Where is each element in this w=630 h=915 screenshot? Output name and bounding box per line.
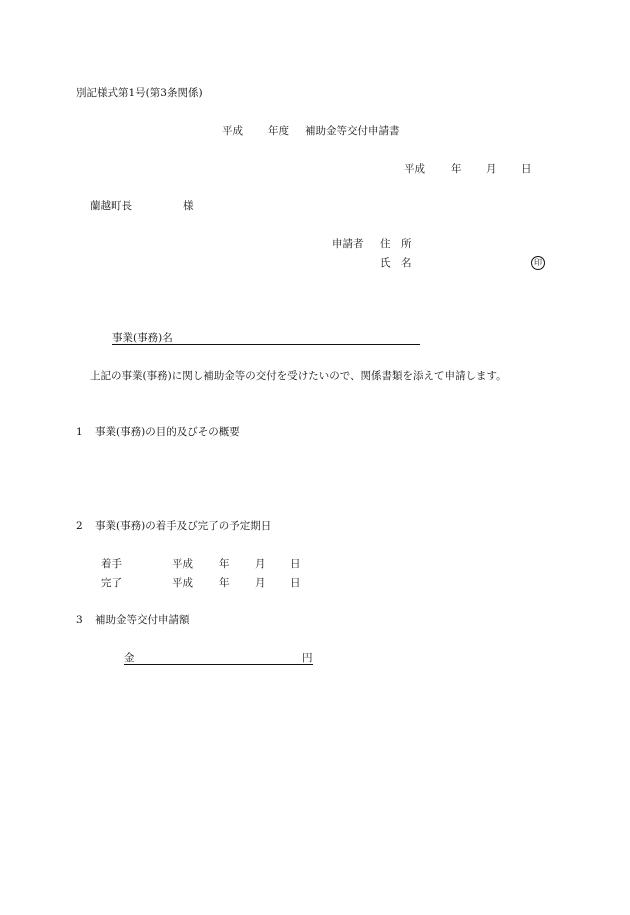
statement-text: 上記の事業(事務)に関し補助金等の交付を受けたいので、関係書類を添えて申請します。: [90, 370, 507, 382]
project-name-label: 事業(事務)名: [112, 332, 173, 344]
schedule-end-era: 平成: [172, 577, 193, 589]
amount-unit: 円: [302, 652, 313, 664]
schedule-end-day: 日: [290, 577, 301, 589]
addressee-name: 蘭越町長: [90, 200, 132, 212]
addressee-honorific: 様: [183, 200, 194, 212]
schedule-end-label: 完了: [101, 577, 122, 589]
applicant-label: 申請者: [332, 238, 364, 250]
applicant-address-label: 住 所: [380, 238, 412, 250]
section-3-title: 補助金等交付申請額: [95, 614, 190, 626]
date-year: 年: [451, 163, 462, 175]
date-era: 平成: [404, 163, 425, 175]
schedule-start-day: 日: [290, 558, 301, 570]
date-day: 日: [521, 163, 532, 175]
section-2-number: 2: [76, 520, 83, 532]
amount-line: [124, 651, 313, 665]
section-1-title: 事業(事務)の目的及びその概要: [95, 426, 240, 438]
project-name-line: [112, 331, 420, 345]
schedule-end-month: 月: [255, 577, 266, 589]
section-1-number: 1: [76, 426, 83, 438]
page-title: 補助金等交付申請書: [305, 125, 400, 137]
section-3-number: 3: [76, 614, 83, 626]
schedule-start-label: 着手: [101, 558, 122, 570]
applicant-name-label: 氏 名: [380, 257, 412, 269]
seal-mark: 印: [531, 256, 545, 270]
schedule-end-year: 年: [219, 577, 230, 589]
schedule-start-year: 年: [219, 558, 230, 570]
form-label: 別記様式第1号(第3条関係): [76, 87, 203, 99]
title-year-unit: 年度: [268, 125, 289, 137]
amount-prefix: 金: [124, 652, 135, 664]
title-era: 平成: [222, 125, 243, 137]
schedule-start-month: 月: [255, 558, 266, 570]
section-2-title: 事業(事務)の着手及び完了の予定期日: [95, 520, 272, 532]
schedule-start-era: 平成: [172, 558, 193, 570]
date-month: 月: [486, 163, 497, 175]
